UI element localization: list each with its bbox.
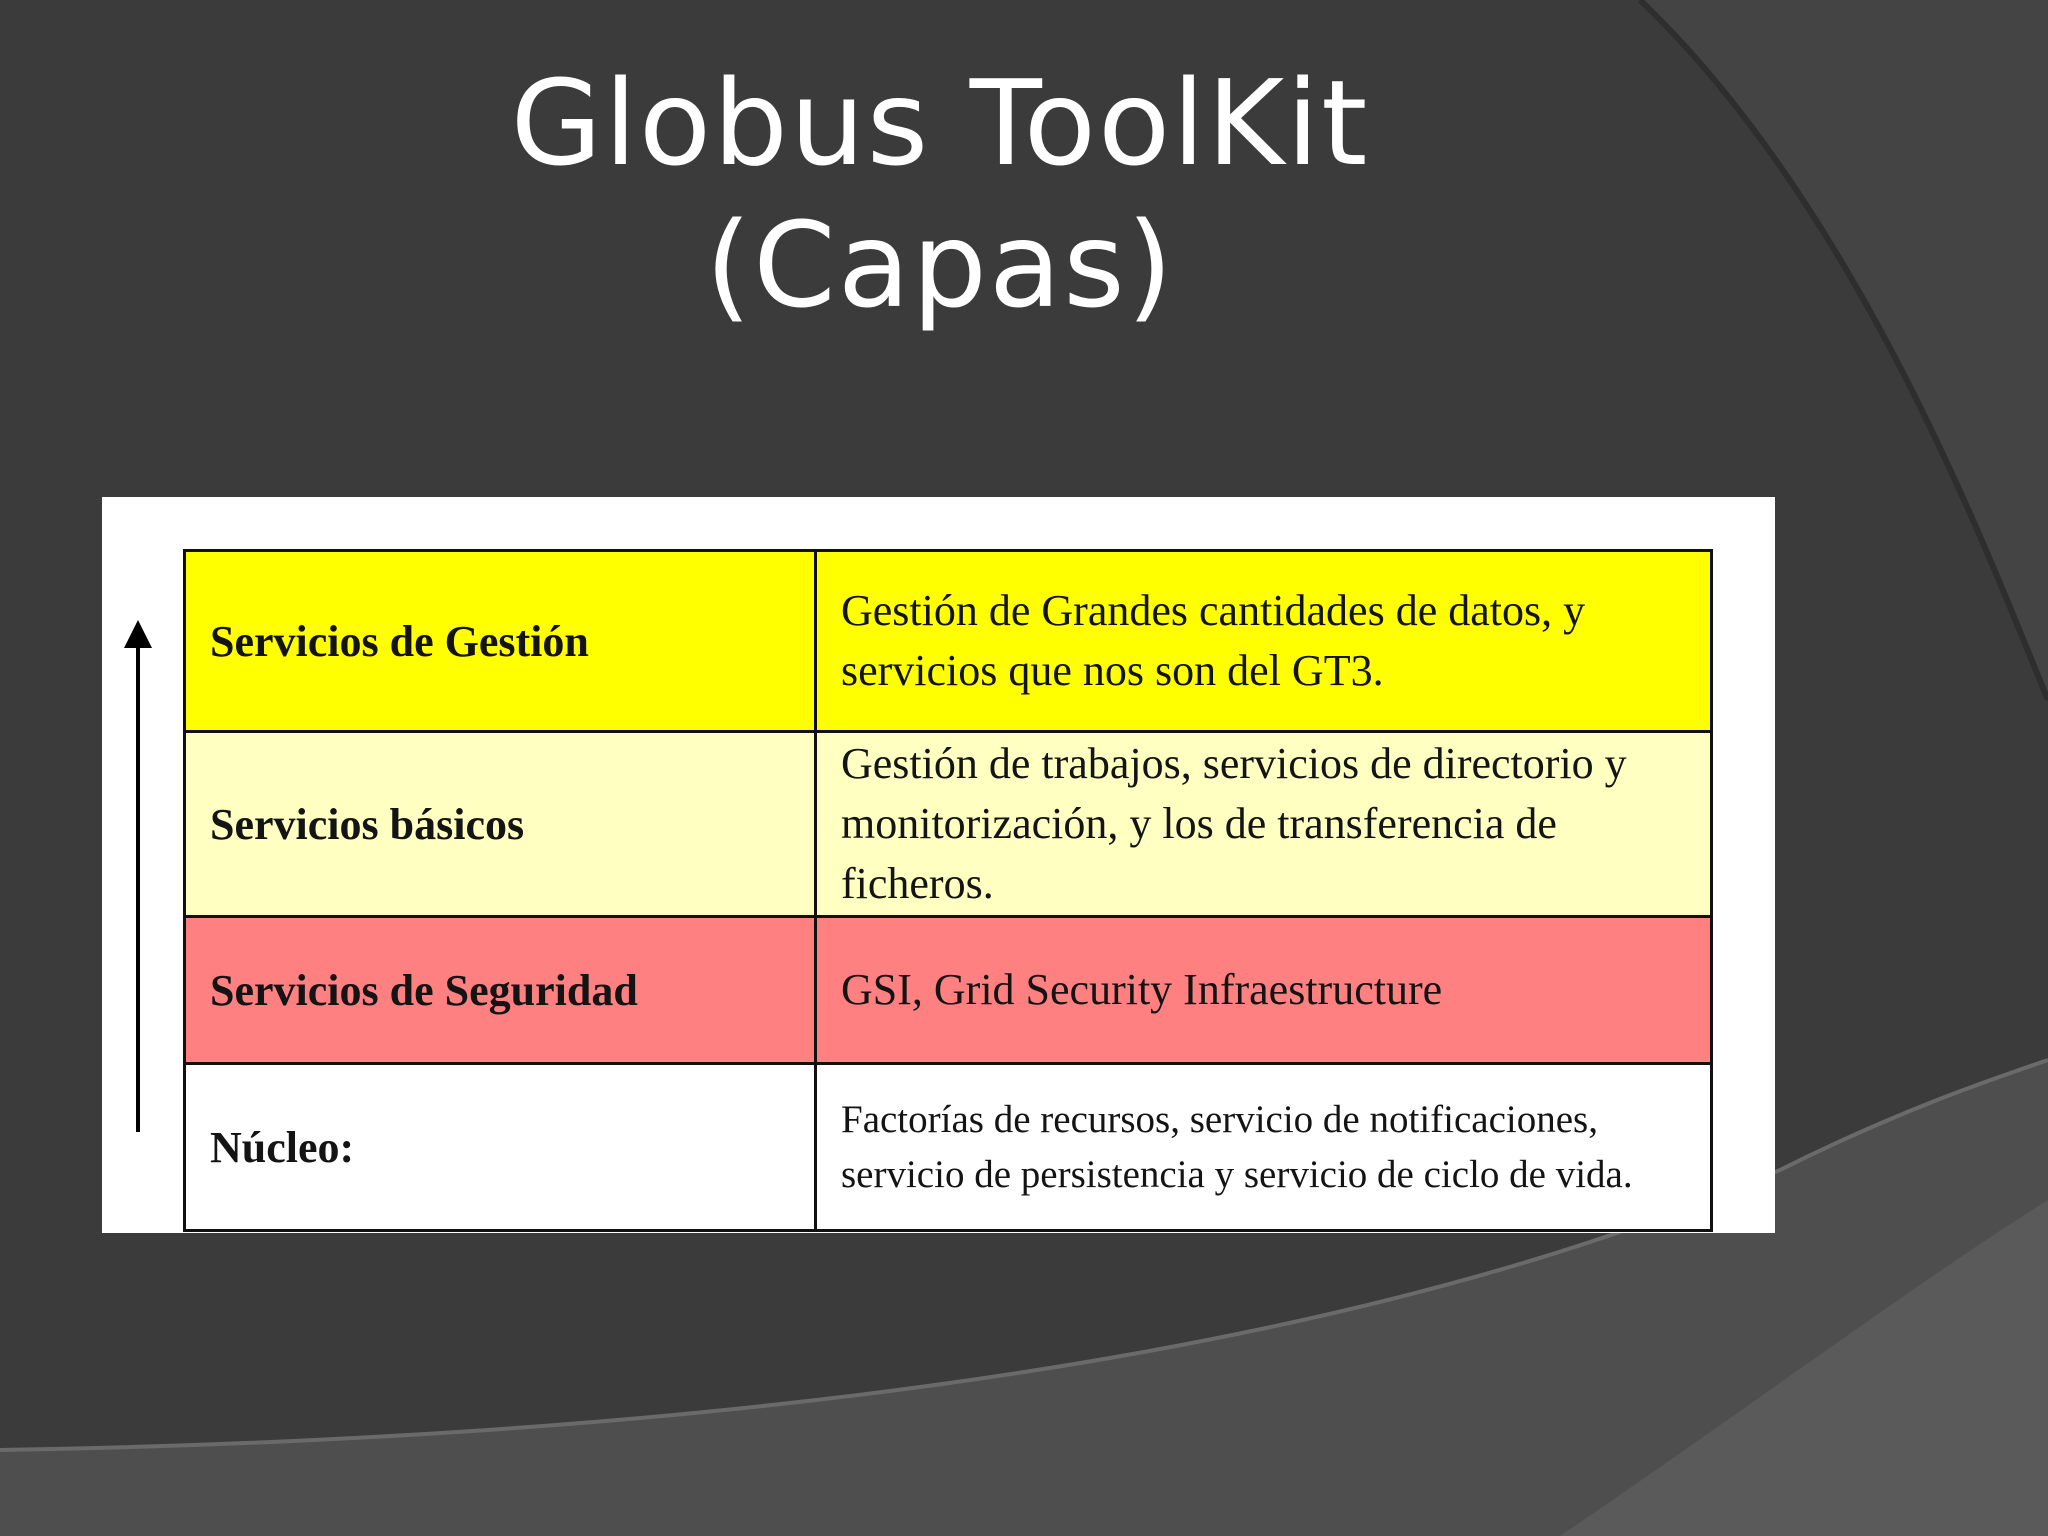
layer-description: Gestión de Grandes cantidades de datos, y servicios que nos son del GT3. [816, 551, 1712, 732]
layers-table [183, 549, 1713, 1232]
table-row [185, 1064, 1712, 1231]
layer-description: Factorías de recursos, servicio de notificaciones, servicio de persistencia y servicio de ciclo de vida. [816, 1064, 1712, 1231]
up-arrow-icon [120, 620, 156, 1132]
layer-name: Núcleo: [185, 1064, 816, 1231]
slide-title [0, 52, 1880, 336]
layer-name: Servicios básicos [185, 732, 816, 917]
layer-description: Gestión de trabajos, servicios de directorio y monitorización, y los de transferencia de ficheros. [816, 732, 1712, 917]
table-row [185, 732, 1712, 917]
title-line-1: Globus ToolKit [510, 54, 1370, 192]
table-row [185, 551, 1712, 732]
layer-name: Servicios de Seguridad [185, 917, 816, 1064]
title-line-2: (Capas) [705, 196, 1175, 334]
table-row [185, 917, 1712, 1064]
layer-description: GSI, Grid Security Infraestructure [816, 917, 1712, 1064]
layers-panel [102, 497, 1775, 1233]
layer-name: Servicios de Gestión [185, 551, 816, 732]
